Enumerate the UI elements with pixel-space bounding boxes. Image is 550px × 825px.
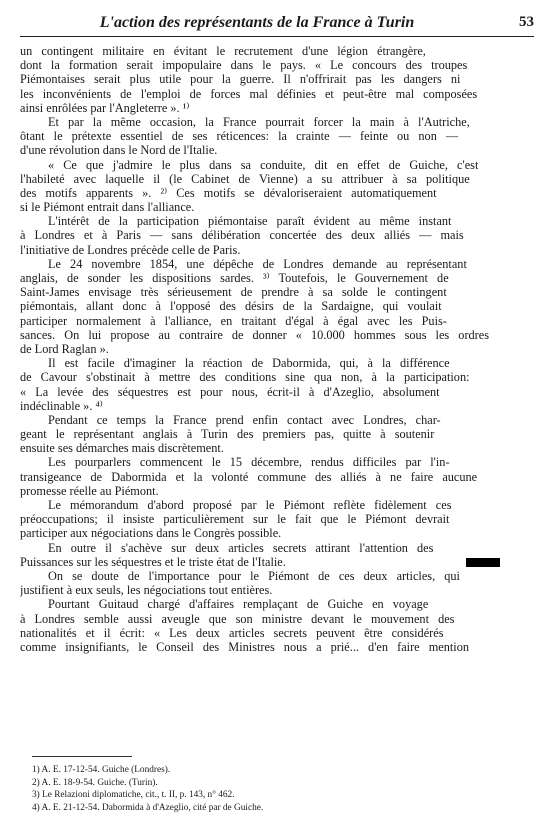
text-line: à Londres et à Paris — sans délibération concertée des deux alliés — mais [20, 228, 464, 243]
text-line: Le mémorandum d'abord proposé par le Piémont reflète fidèlement ces [48, 498, 452, 512]
footnotes [32, 764, 263, 814]
text-line: participer normalement à l'alliance, en traitant d'égal à égal avec les Puis- [20, 313, 447, 328]
text-line: à Londres semble aussi aveugle que son ministre devant le mouvement des [20, 611, 455, 626]
footnote: 2) A. E. 18-9-54. Guiche. (Turin). [32, 777, 158, 788]
text-line: Et par la même occasion, la France pourrait forcer la main à l'Autriche, [48, 114, 470, 129]
text-line: justifient à eux seuls, les négociations tout entières. [20, 583, 273, 598]
text-line: transigeance de Dabormida et la volonté commune des alliés à ne faire aucune [20, 469, 478, 484]
text-line: sances. On lui propose au contraire de donner « 10.000 hommes sous les ordres [20, 327, 490, 342]
text-line: un contingent militaire en évitant le recrutement d'une légion étrangère, [20, 44, 426, 58]
text-line: geant le représentant anglais à Turin des premiers pas, quitte à soutenir [20, 427, 435, 442]
text-line: anglais, de sonder les dispositions sardes. ³⁾ Toutefois, le Gouvernement de [20, 271, 449, 285]
text-line: ôtant le prétexte essentiel de ses réticences: la crainte — feinte ou non — [20, 129, 459, 144]
text-line: d'une révolution dans le Nord de l'Italie. [20, 143, 218, 158]
text-line: si le Piémont entrait dans l'alliance. [20, 200, 195, 215]
footnote-rule [32, 756, 132, 757]
footnote: 3) Le Relazioni diplomatiche, cit., t. II, p. 143, n° 462. [32, 790, 235, 800]
footnote: 1) A. E. 17-12-54. Guiche (Londres). [32, 765, 171, 775]
footnote: 4) A. E. 21-12-54. Dabormida à d'Azeglio, cité par de Guiche. [32, 802, 264, 813]
text-line: Il est facile d'imaginer la réaction de Dabormida, qui, à la différence [48, 356, 450, 371]
text-line: préoccupations; il insiste particulièrement sur le fait que le Piémont devrait [20, 512, 450, 527]
text-line: Puissances sur les séquestres et le triste état de l'Italie. [20, 554, 286, 569]
text-line: Piémontaises serait plus utile pour la guerre. Il n'offrirait pas les dangers ni [20, 72, 461, 87]
text-line: Le 24 novembre 1854, une dépêche de Londres demande au représentant [48, 256, 467, 271]
text-line: « Ce que j'admire le plus dans sa conduite, dit en effet de Guiche, c'est [48, 157, 479, 172]
text-line: « La levée des séquestres est pour nous, écrit-il à d'Azeglio, absolument [20, 384, 440, 399]
black-bar-mark [466, 558, 500, 567]
running-header [20, 14, 534, 37]
text-line: indéclinable ». ⁴⁾ [20, 398, 103, 413]
text-line: Pourtant Guitaud chargé d'affaires remplaçant de Guiche en voyage [48, 597, 429, 612]
text-line: comme insignifiants, le Conseil des Ministres nous a prié... d'en faire mention [20, 639, 470, 654]
body-text [20, 44, 534, 654]
text-line: l'habileté avec laquelle il (le Cabinet de Vienne) a su attribuer à sa politique [20, 171, 470, 186]
text-line: de Cavour s'obstinait à mettre des conditions sine qua non, à la participation: [20, 370, 470, 385]
text-line: nationalités et il écrit: « Les deux articles secrets peuvent être considérés [20, 625, 444, 640]
page-number: 53 [519, 14, 534, 30]
running-title: L'action des représentants de la France à Turin [99, 14, 415, 31]
text-line: l'initiative de Londres précède celle de Paris. [20, 242, 241, 257]
text-line: Saint-James envisage très sérieusement de prendre à sa solde le contingent [20, 285, 447, 300]
text-line: ensuite ses démarches mais discrètement. [20, 441, 224, 456]
text-line: En outre il s'achève sur deux articles secrets attirant l'attention des [48, 540, 434, 555]
text-line: promesse réelle au Piémont. [20, 483, 159, 498]
text-line: les inconvénients de l'emploi de forces mal définies et peut-être mal composées [20, 86, 478, 101]
text-line: L'intérêt de la participation piémontaise paraît évident au même instant [48, 214, 452, 229]
text-line: de Lord Raglan ». [20, 341, 109, 356]
text-line: participer aux négociations dans le Congrès possible. [20, 526, 282, 541]
text-line: On se doute de l'importance pour le Piémont de ces deux articles, qui [48, 568, 460, 583]
text-line: des motifs apparents ». ²⁾ Ces motifs se dévaloriseraient automatiquement [20, 185, 437, 200]
text-line: Les pourparlers commencent le 15 décembre, rendus difficiles par l'in- [48, 455, 450, 470]
text-line: ainsi enrôlées par l'Angleterre ». ¹⁾ [20, 100, 190, 115]
text-line: Pendant ce temps la France prend enfin contact avec Londres, char- [48, 412, 441, 427]
text-line: piémontais, allant donc à l'opposé des désirs de la Sardaigne, qui voulait [20, 299, 442, 314]
text-line: dont la formation serait impopulaire dans le pays. « Le concours des troupes [20, 58, 468, 73]
